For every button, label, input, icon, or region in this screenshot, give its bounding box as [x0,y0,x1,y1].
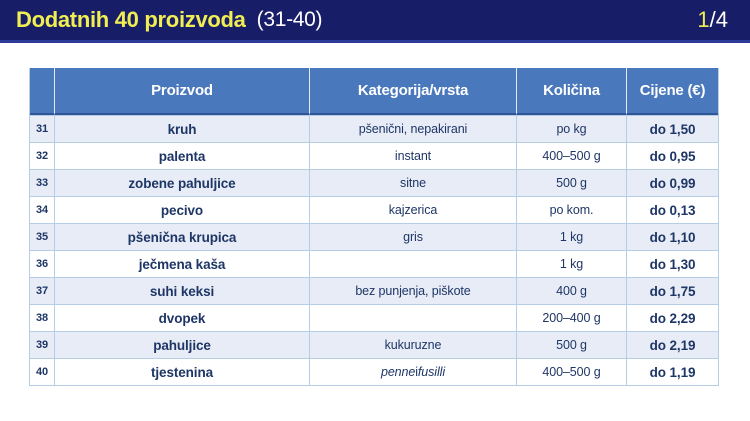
category [309,250,516,277]
quantity: 1 kg [516,223,626,250]
quantity: po kom. [516,196,626,223]
col-header-quantity: Količina [516,68,626,115]
product-name: pecivo [54,196,309,223]
category: penne i fusilli [309,358,516,385]
price: do 2,29 [626,304,718,331]
quantity: 500 g [516,169,626,196]
product-name: zobene pahuljice [54,169,309,196]
products-table [29,68,719,386]
price: do 1,50 [626,115,718,142]
price: do 0,99 [626,169,718,196]
price: do 1,30 [626,250,718,277]
quantity: 400 g [516,277,626,304]
price: do 0,13 [626,196,718,223]
quantity: 400–500 g [516,142,626,169]
page-number-current: 1 [697,7,710,32]
product-name: palenta [54,142,309,169]
product-name: pšenična krupica [54,223,309,250]
price: do 1,75 [626,277,718,304]
quantity: 200–400 g [516,304,626,331]
category: instant [309,142,516,169]
category: kukuruzne [309,331,516,358]
quantity: 500 g [516,331,626,358]
category: bez punjenja, piškote [309,277,516,304]
col-header-category: Kategorija/vrsta [309,68,516,115]
category [309,304,516,331]
row-number: 39 [30,331,54,358]
row-number: 33 [30,169,54,196]
category: kajzerica [309,196,516,223]
row-number: 36 [30,250,54,277]
product-name: dvopek [54,304,309,331]
page-number [697,7,728,33]
price: do 2,19 [626,331,718,358]
price: do 1,10 [626,223,718,250]
price: do 1,19 [626,358,718,385]
quantity: 1 kg [516,250,626,277]
row-number: 31 [30,115,54,142]
row-number: 37 [30,277,54,304]
quantity: po kg [516,115,626,142]
category: gris [309,223,516,250]
col-header-price: Cijene (€) [626,68,718,115]
category: pšenični, nepakirani [309,115,516,142]
slide-title: Dodatnih 40 proizvoda [16,7,246,32]
row-number: 40 [30,358,54,385]
col-header-product: Proizvod [54,68,309,115]
page-number-total: /4 [709,7,728,32]
product-name: pahuljice [54,331,309,358]
product-name: kruh [54,115,309,142]
product-name: ječmena kaša [54,250,309,277]
row-number: 34 [30,196,54,223]
product-name: suhi keksi [54,277,309,304]
slide-header-bar [0,0,750,43]
category: sitne [309,169,516,196]
row-number: 35 [30,223,54,250]
price: do 0,95 [626,142,718,169]
col-header-rownum [30,68,54,115]
row-number: 32 [30,142,54,169]
product-name: tjestenina [54,358,309,385]
slide-range: (31-40) [256,8,323,31]
row-number: 38 [30,304,54,331]
quantity: 400–500 g [516,358,626,385]
